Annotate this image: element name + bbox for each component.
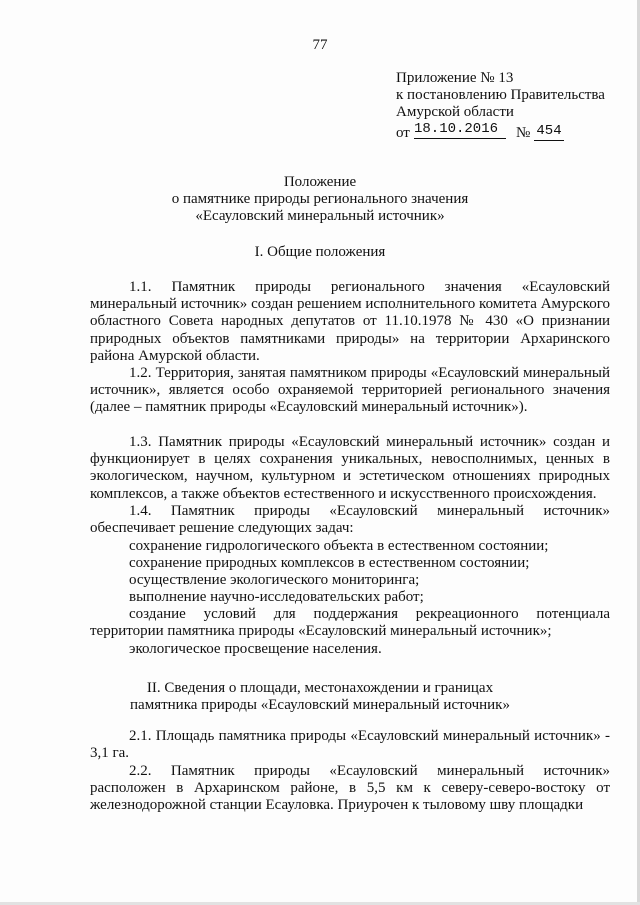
paragraph-1-1: 1.1. Памятник природы регионального значения «Есауловский минеральный источник» создан решением исполнительного комитета Амурского областного Совета народных депутатов от 11.10.1978 № 430 «О признании природных объектов памятниками природы» на территории Архаринского района Амурской области. (90, 279, 610, 364)
task-item-6: экологическое просвещение населения. (129, 641, 382, 657)
number-label: № (516, 125, 531, 141)
task-item-3: осуществление экологического мониторинга; (129, 572, 420, 588)
task-item-4: выполнение научно-исследовательских работ; (129, 589, 424, 605)
section-2-heading-line-2: памятника природы «Есауловский минеральный источник» (130, 697, 510, 713)
paragraph-1-4: 1.4. Памятник природы «Есауловский минеральный источник» обеспечивает решение следующих задач: (90, 503, 610, 537)
section-2-heading (0, 680, 640, 714)
section-1-heading: I. Общие положения (254, 244, 386, 260)
appendix-date: 18.10.2016 (414, 121, 506, 139)
date-prefix: от (396, 125, 410, 141)
task-item-2: сохранение природных комплексов в естественном состоянии; (129, 555, 530, 571)
appendix-line-2: к постановлению Правительства (396, 87, 605, 103)
task-item-5: создание условий для поддержания рекреационного потенциала территории памятника природы «Есауловский минеральный источник»; (90, 606, 610, 640)
paragraph-2-2: 2.2. Памятник природы «Есауловский минеральный источник» расположен в Архаринском районе, в 5,5 км к северу-северо-востоку от железнодорожной станции Есауловка. Приурочен к тыловому шву площадки (90, 763, 610, 814)
appendix-line-1: Приложение № 13 (396, 70, 514, 86)
appendix-number: 454 (534, 123, 564, 141)
paragraph-1-3: 1.3. Памятник природы «Есауловский минеральный источник» создан и функционирует в целях сохранения уникальных, невосполнимых, ценных в экологическом, научном, культурном и эстетическом отношениях природных комплексов, а также объектов естественного и искусственного происхождения. (90, 434, 610, 502)
title-line-2: о памятнике природы регионального значения (171, 191, 469, 207)
appendix-line-3: Амурской области (396, 104, 514, 120)
paragraph-2-1: 2.1. Площадь памятника природы «Есауловский минеральный источник» - 3,1 га. (90, 728, 610, 762)
doc-title (0, 174, 640, 225)
appendix-header (396, 70, 605, 143)
paragraph-1-2: 1.2. Территория, занятая памятником природы «Есауловский минеральный источник», является особо охраняемой территорией регионального значения (далее – памятник природы «Есауловский минеральный источник»). (90, 365, 610, 416)
appendix-date-line (396, 121, 605, 143)
title-line-1: Положение (283, 174, 357, 190)
task-item-1: сохранение гидрологического объекта в естественном состоянии; (129, 538, 549, 554)
page-number: 77 (312, 37, 328, 53)
title-line-3: «Есауловский минеральный источник» (195, 208, 445, 224)
section-2-heading-line-1: II. Сведения о площади, местонахождении и границах (146, 680, 494, 696)
